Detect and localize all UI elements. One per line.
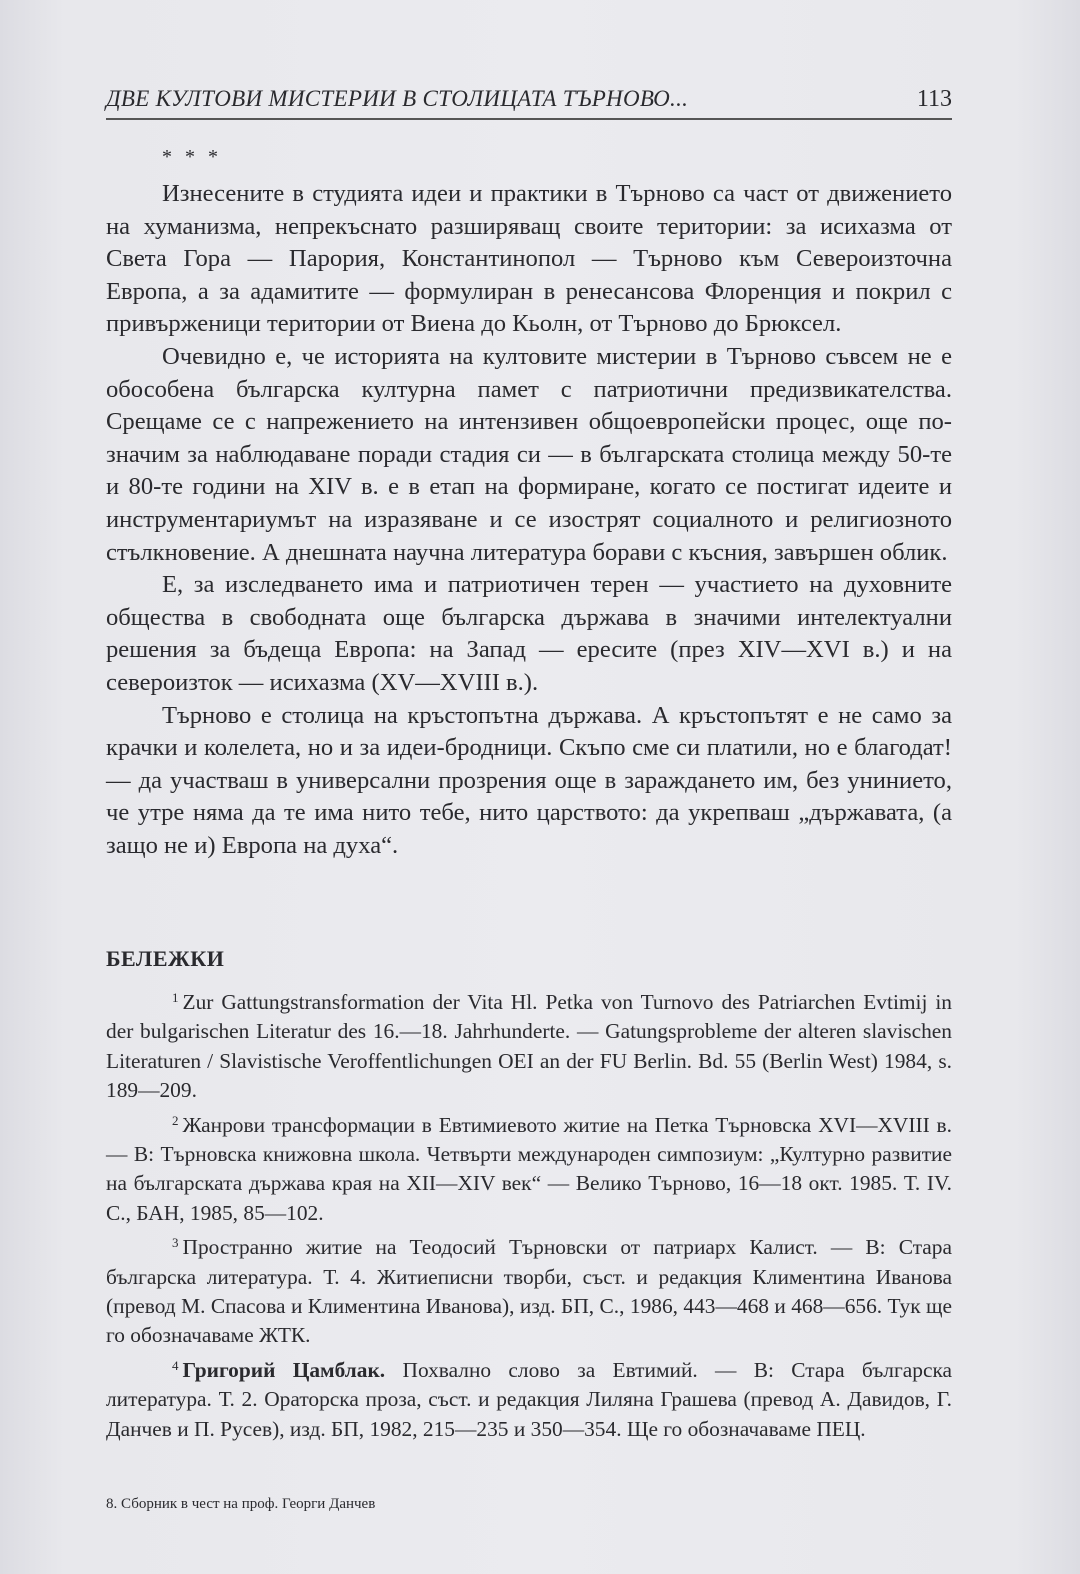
running-title: ДВЕ КУЛТОВИ МИСТЕРИИ В СТОЛИЦАТА ТЪРНОВО... <box>106 86 689 111</box>
note-text: Пространно житие на Теодосий Търновски от патриарх Калист. — В: Стара българска литература. Т. 4. Житиеписни творби, съст. и редакция Климентина Иванова (превод М. Спасова и Климентина Иванова), изд. БП, С., 1986, 443—468 и 468—656. Тук ще го обозначаваме ЖТК. <box>106 1235 952 1348</box>
running-header <box>106 82 952 120</box>
note-text: Похвално слово за Евтимий. — В: Стара българска литература. Т. 2. Ораторска проза, съст. и редакция Лиляна Грашева (превод А. Давидов, Г. Данчев и П. Русев), изд. БП, 1982, 215—235 и 350—354. Ще го обозначаваме ПЕЦ. <box>106 1357 953 1441</box>
paragraph: Очевидно е, че историята на култовите мистерии в Търново съвсем не е обособена българска културна памет с патриотични предизвикателства. Срещаме се с напрежението на интензивен общоевропейски процес, още по-значим за наблюдаване поради стадия си — в българската столица между 50-те и 80-те години на XIV в. е в етап на формиране, когато се постигат идеите и инструментариумът на изразяване и се изострят социалното и религиозното стълкновение. А днешната научна литература борави с късния, завършен облик. <box>106 342 952 566</box>
notes-heading: БЕЛЕЖКИ <box>106 946 225 971</box>
paragraph: Изнесените в студията идеи и практики в Търново са част от движението на хуманизма, непрекъснато разширяващ своите територии: за исихазма от Света Гора — Парория, Константинопол — Търново към Североизточна Европа, а за адамитите — формулиран в ренесансова Флоренция и покрил с привърженици територии от Виена до Кьолн, от Търново до Брюксел. <box>106 180 952 338</box>
paragraph: Търново е столица на кръстопътна държава. А кръстопътят е не само за крачки и колелета, но и за идеи-бродници. Скъпо сме си платили, но е благодат! — да участваш в универсални прозрения още в зараждането им, без унинието, че утре няма да те има нито тебе, нито царството: да укрепваш „държавата, (а защо не и) Европа на духа“. <box>106 701 952 859</box>
notes-list <box>106 983 952 1444</box>
note-item <box>106 1228 952 1351</box>
section-divider: * * * <box>162 146 222 168</box>
page-footer: 8. Сборник в чест на проф. Георги Данчев <box>106 1496 376 1512</box>
note-item <box>106 1351 952 1444</box>
note-number: 2 <box>172 1112 179 1128</box>
note-text: Zur Gattungstransformation der Vita Hl. Petka von Turnovo des Patriarchen Evtimij in der bulgarischen Literatur des 16.—18. Jahrhunderte. — Gatungsprobleme der alteren slavischen Literaturen / Slavistische Veroffentlichungen OEI an der FU Berlin. Bd. 55 (Berlin West) 1984, s. 189—209. <box>106 990 952 1103</box>
page-number: 113 <box>916 86 952 112</box>
note-text: Жанрови трансформации в Евтимиевото житие на Петка Търновска XVI—XVIII в. — В: Търновска книжовна школа. Четвърти международен симпозиум: „Културно развитие на българската държава края на XII—XIV век“ — Велико Търново, 16—18 окт. 1985. Т. IV. С., БАН, 1985, 85—102. <box>106 1112 952 1225</box>
note-number: 1 <box>172 990 179 1005</box>
note-number: 4 <box>172 1357 179 1373</box>
note-number: 3 <box>172 1235 179 1251</box>
note-item <box>106 983 952 1106</box>
body-text <box>106 178 952 862</box>
note-author: Григорий Цамблак. <box>182 1357 386 1382</box>
note-item <box>106 1106 952 1229</box>
paragraph: Е, за изследването има и патриотичен терен — участието на духовните общества в свободната още българска държава в значими интелектуални решения за бъдеща Европа: на Запад — ересите (през XIV—XVI в.) и на североизток — исихазма (XV—XVIII в.). <box>106 571 952 696</box>
